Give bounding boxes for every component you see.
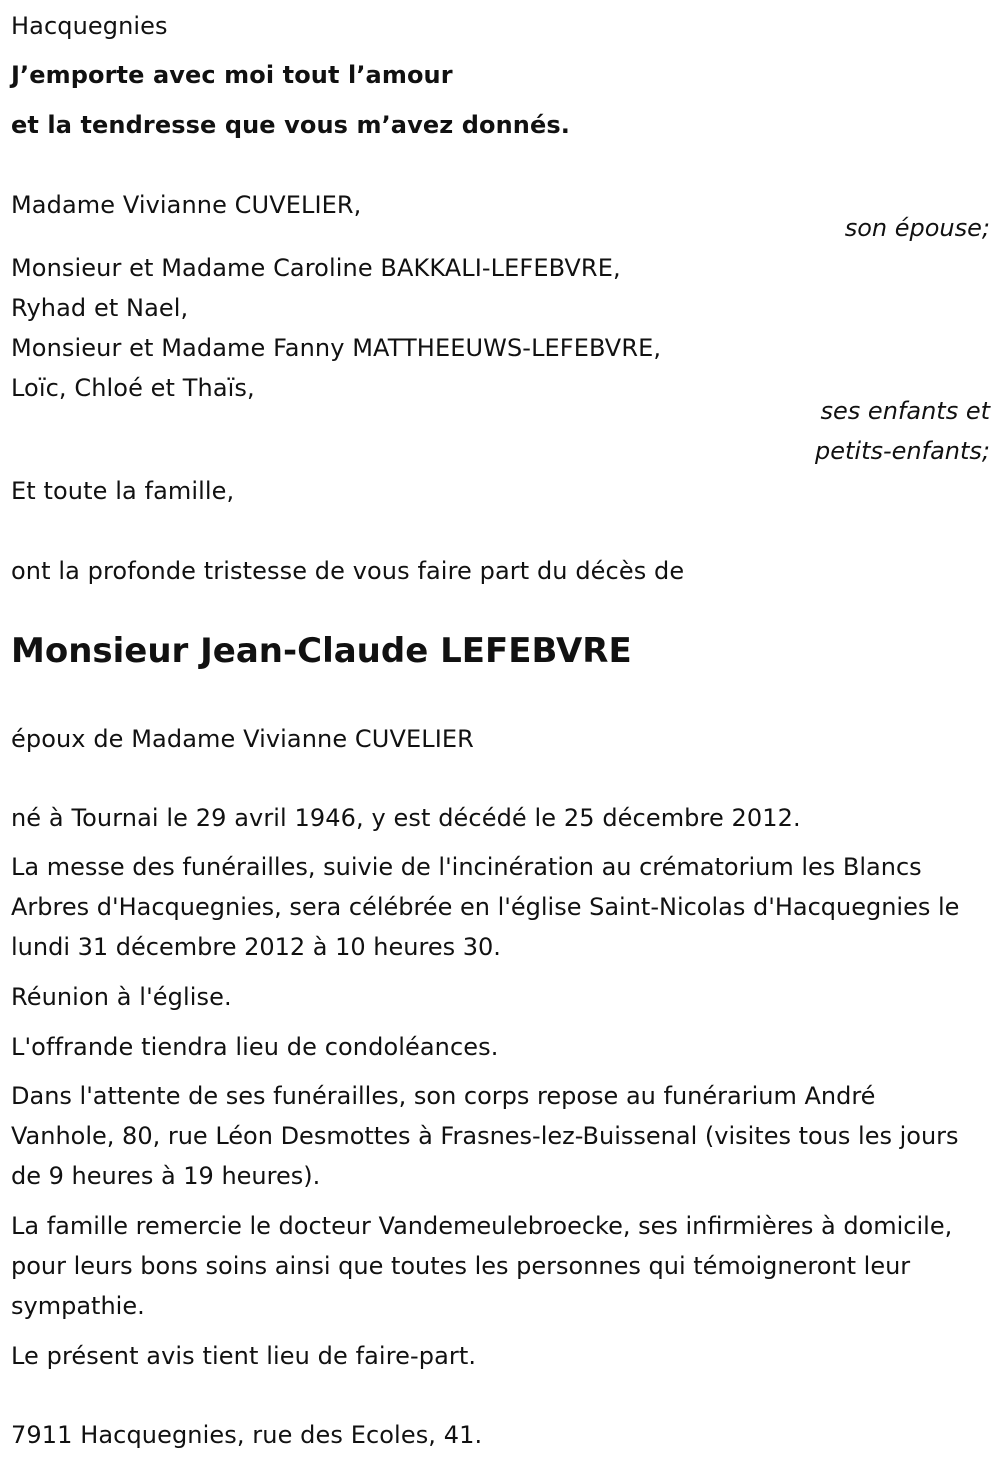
children-role-line-1: ses enfants et xyxy=(820,397,990,425)
spouse-of: époux de Madame Vivianne CUVELIER xyxy=(11,725,474,753)
address: 7911 Hacquegnies, rue des Ecoles, 41. xyxy=(11,1421,483,1449)
mass-details: La messe des funérailles, suivie de l'incinération au crématorium les Blancs Arbres d'Hacquegnies, sera célébrée en l'église Saint-Nicolas d'Hacquegnies le lundi 31 décembre 2012 à 10 heures 30. xyxy=(11,853,960,961)
announcement: ont la profonde tristesse de vous faire part du décès de xyxy=(11,557,685,585)
notice-info: Le présent avis tient lieu de faire-part. xyxy=(11,1342,477,1370)
offering-info: L'offrande tiendra lieu de condoléances. xyxy=(11,1033,499,1061)
deceased-name: Monsieur Jean-Claude LEFEBVRE xyxy=(11,631,632,671)
quote-line-1: J’emporte avec moi tout l’amour xyxy=(11,61,453,89)
grandchildren-2: Loïc, Chloé et Thaïs, xyxy=(11,374,255,402)
spouse-name: Madame Vivianne CUVELIER, xyxy=(11,191,362,219)
children-role-line-2: petits-enfants; xyxy=(815,437,990,465)
funerarium-info: Dans l'attente de ses funérailles, son corps repose au funérarium André Vanhole, 80, rue Léon Desmottes à Frasnes-lez-Buissenal (visites tous les jours de 9 heures à 19 heures). xyxy=(11,1082,959,1190)
spouse-role: son épouse; xyxy=(844,214,990,242)
quote-line-2: et la tendresse que vous m’avez donnés. xyxy=(11,111,570,139)
child-1: Monsieur et Madame Caroline BAKKALI-LEFEBVRE, xyxy=(11,254,621,282)
place-heading: Hacquegnies xyxy=(11,12,168,40)
birth-death: né à Tournai le 29 avril 1946, y est décédé le 25 décembre 2012. xyxy=(11,804,801,832)
rest-of-family: Et toute la famille, xyxy=(11,477,235,505)
meeting-info: Réunion à l'église. xyxy=(11,983,232,1011)
child-2: Monsieur et Madame Fanny MATTHEEUWS-LEFEBVRE, xyxy=(11,334,662,362)
thanks-info: La famille remercie le docteur Vandemeulebroecke, ses infirmières à domicile, pour leurs bons soins ainsi que toutes les personnes qui témoigneront leur sympathie. xyxy=(11,1212,953,1320)
grandchildren-1: Ryhad et Nael, xyxy=(11,294,189,322)
